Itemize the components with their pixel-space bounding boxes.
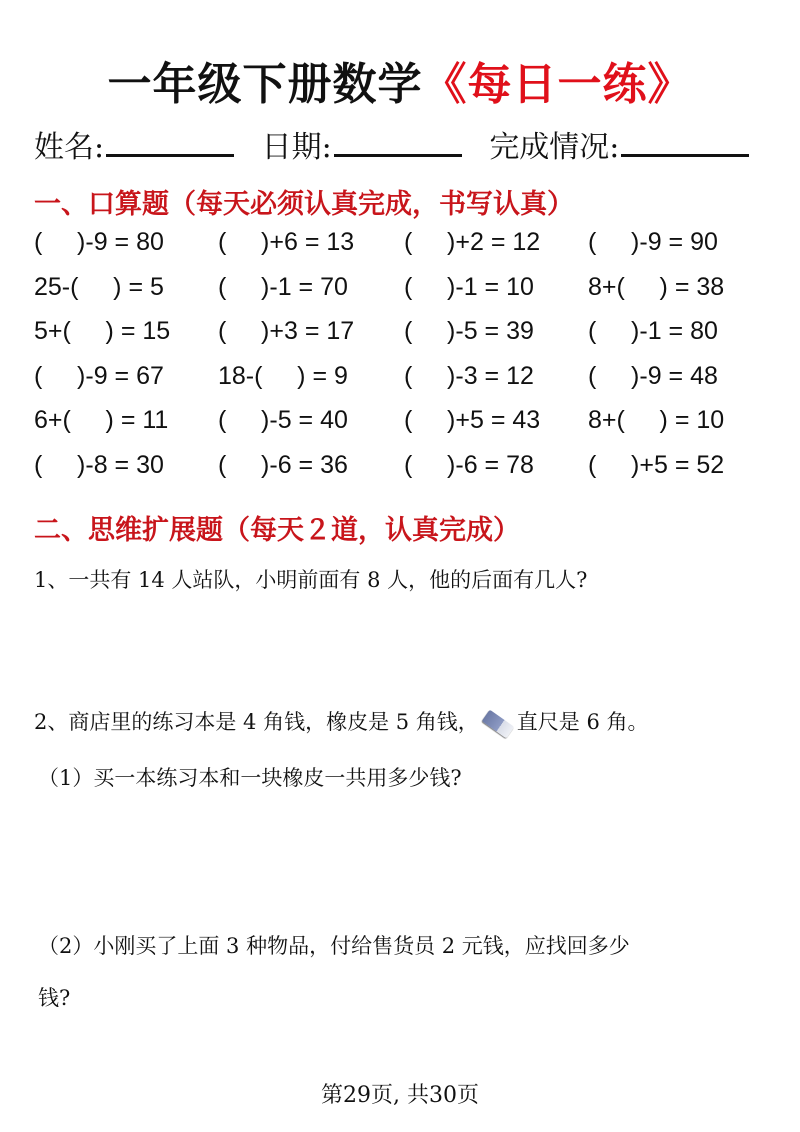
math-problem[interactable]: ( )+5 = 43 [404,406,541,435]
math-problem[interactable]: ( )+3 = 17 [218,317,355,346]
question-2-sub2-line2: 钱? [38,986,71,1010]
math-problem[interactable]: ( )-5 = 40 [218,406,348,435]
math-problem[interactable]: 5+( ) = 15 [34,317,171,346]
math-row [34,406,774,451]
math-row [34,273,774,318]
math-problem[interactable]: ( )-5 = 39 [404,317,534,346]
math-problem[interactable]: ( )-9 = 48 [588,361,718,390]
status-blank[interactable] [621,130,749,157]
mental-math-grid [34,228,774,496]
name-label: 姓名: [34,130,105,165]
math-problem[interactable]: ( )-9 = 90 [588,228,718,256]
math-problem[interactable]: 18-( ) = 9 [218,361,348,390]
math-problem[interactable]: ( )-6 = 78 [404,450,534,479]
question-2-text-end: 直尺是 6 角。 [516,710,649,734]
title-highlight: 《每日一练》 [422,59,693,110]
section2-heading: 二、思维扩展题（每天２道，认真完成） [34,515,520,546]
math-problem[interactable]: ( )-9 = 67 [34,361,164,390]
math-problem[interactable]: ( )+5 = 52 [588,450,725,479]
title-main: 一年级下册数学 [107,59,423,110]
math-row [34,228,774,273]
name-blank[interactable] [106,130,234,157]
eraser-icon [481,709,514,738]
math-problem[interactable]: 8+( ) = 38 [588,272,725,301]
question-2-sub2-line1: （2）小刚买了上面 3 种物品，付给售货员 2 元钱，应找回多少 [38,934,630,958]
question-1: 1、一共有 14 人站队，小明前面有 8 人，他的后面有几人? [34,568,588,592]
math-problem[interactable]: 6+( ) = 11 [34,406,169,435]
math-problem[interactable]: ( )-1 = 70 [218,272,348,301]
name-field [34,122,234,166]
math-problem[interactable]: ( )-1 = 10 [404,272,534,301]
student-info-row [34,122,774,166]
date-field [262,122,462,166]
math-row [34,317,774,362]
math-problem[interactable]: ( )-6 = 36 [218,450,348,479]
math-problem[interactable]: ( )-9 = 80 [34,228,164,256]
question-2-text: 2、商店里的练习本是 4 角钱，橡皮是 5 角钱， [34,710,479,734]
date-blank[interactable] [334,130,462,157]
worksheet-title [0,48,800,112]
status-field [489,122,749,166]
math-problem[interactable]: ( )+2 = 12 [404,228,541,256]
math-problem[interactable]: 25-( ) = 5 [34,272,164,301]
status-label: 完成情况: [489,130,620,165]
section1-heading: 一、口算题（每天必须认真完成，书写认真） [34,189,574,220]
math-problem[interactable]: ( )-3 = 12 [404,361,534,390]
question-2-sub1: （1）买一本练习本和一块橡皮一共用多少钱? [38,766,462,790]
math-problem[interactable]: ( )-8 = 30 [34,450,164,479]
math-problem[interactable]: ( )+6 = 13 [218,228,355,256]
math-problem[interactable]: 8+( ) = 10 [588,406,725,435]
page-number: 第29页, 共30页 [321,1083,479,1108]
math-row [34,362,774,407]
math-row [34,451,774,496]
date-label: 日期: [261,130,332,165]
question-2 [34,706,649,736]
math-problem[interactable]: ( )-1 = 80 [588,317,718,346]
